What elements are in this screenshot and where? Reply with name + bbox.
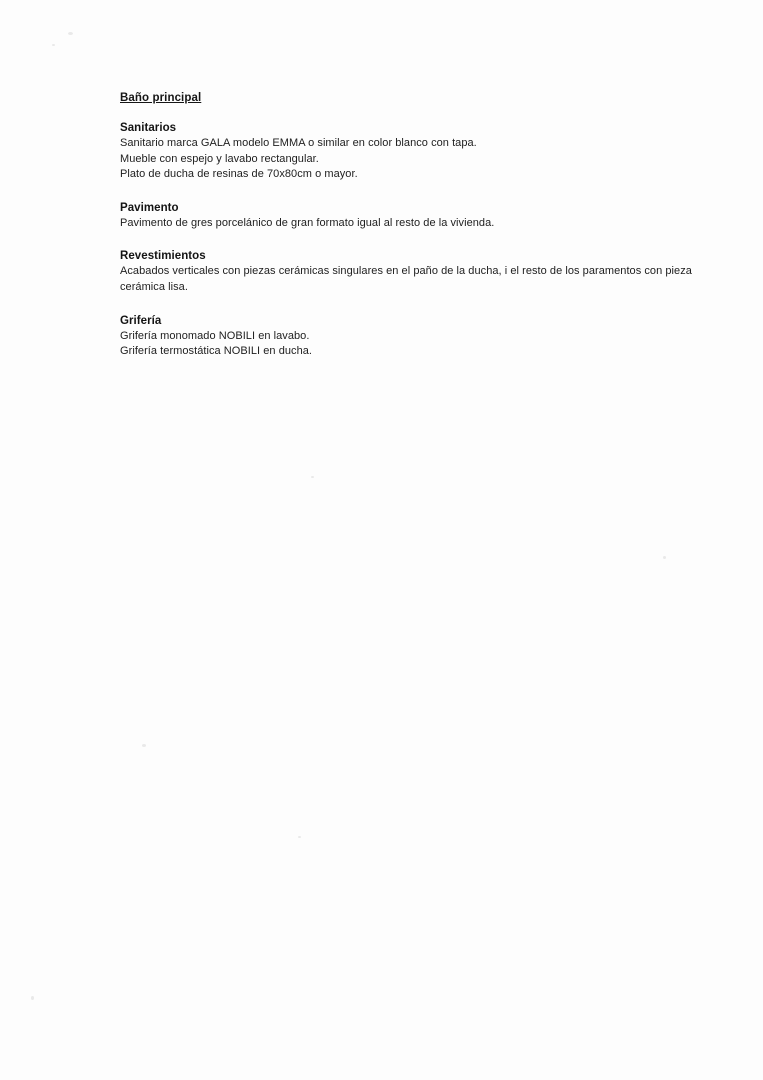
body-line: Plato de ducha de resinas de 70x80cm o mayor. xyxy=(120,168,358,181)
section-body xyxy=(120,264,710,295)
section-pavimento xyxy=(120,202,710,232)
page-title: Baño principal xyxy=(120,92,202,104)
section-body xyxy=(120,329,710,360)
scan-speckle xyxy=(663,556,666,559)
section-body xyxy=(120,136,710,183)
body-line: Pavimento de gres porcelánico de gran formato igual al resto de la vivienda. xyxy=(120,216,495,229)
scan-speckle xyxy=(31,996,34,1000)
body-line: Grifería termostática NOBILI en ducha. xyxy=(120,345,313,358)
section-heading: Revestimientos xyxy=(120,250,206,263)
section-body xyxy=(120,216,710,232)
section-griferia xyxy=(120,315,710,360)
body-line: Grifería monomado NOBILI en lavabo. xyxy=(120,329,310,342)
section-heading: Grifería xyxy=(120,314,162,327)
scan-speckle xyxy=(311,476,314,478)
section-sanitarios xyxy=(120,122,710,183)
scan-speckle xyxy=(52,44,55,46)
body-line: Sanitario marca GALA modelo EMMA o similar en color blanco con tapa. xyxy=(120,137,477,149)
document-body xyxy=(120,92,710,377)
section-revestimientos xyxy=(120,250,710,295)
scan-speckle xyxy=(68,32,73,35)
section-heading: Sanitarios xyxy=(120,122,177,134)
section-heading: Pavimento xyxy=(120,201,179,214)
scan-speckle xyxy=(142,744,146,747)
body-line: Acabados verticales con piezas cerámicas singulares en el paño de la ducha, i el resto de los paramentos con pieza cerámica lisa. xyxy=(120,265,692,294)
body-line: Mueble con espejo y lavabo rectangular. xyxy=(120,152,319,165)
scan-speckle xyxy=(298,836,301,838)
